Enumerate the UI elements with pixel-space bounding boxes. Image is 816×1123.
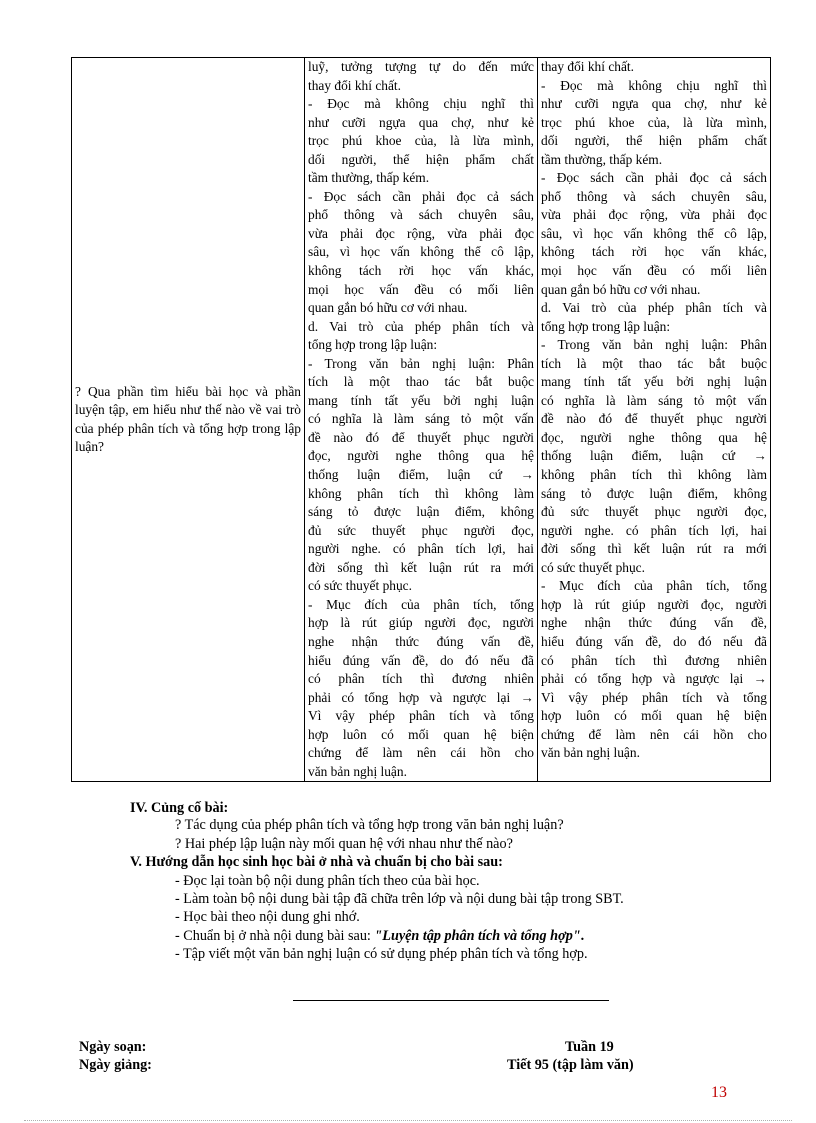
content-line: đủ sức thuyết phục người đọc, (308, 522, 534, 538)
content-line: có sức thuyết phục. (541, 559, 645, 575)
prep-suffix: . (580, 928, 585, 944)
content-line: sáng tỏ được luận điểm, không (308, 504, 534, 520)
content-line: d. Vai trò của phép phân tích và (308, 318, 534, 334)
content-line: đề nào đó để thuyết phục người (308, 429, 534, 445)
section-5-prep-item (175, 927, 584, 946)
page-bottom-border (24, 1120, 792, 1121)
content-line: văn bản nghị luận. (308, 763, 407, 779)
content-line: - Đọc sách cần phải đọc cả sách (308, 188, 534, 204)
content-line: trọc phú khoe của, là lừa mình, (308, 133, 534, 149)
content-line: có phân tích thì đương nhiên (541, 652, 767, 668)
content-line: chứng để làm nên cái hồn cho (541, 726, 767, 742)
teacher-content-cell (305, 58, 538, 782)
content-line: có nghĩa là làm sáng tỏ một vấn (308, 411, 534, 427)
content-line: phải có tổng hợp và ngược lại → (308, 689, 534, 705)
content-line: không phân tích thì không làm (541, 467, 767, 483)
content-line: đời sống thì kết luận rút ra mới (541, 541, 767, 557)
content-line: không tách rời học vấn khác, (541, 244, 767, 260)
content-line: mang tính tất yếu bởi nghị luận (308, 392, 534, 408)
content-line: đủ sức thuyết phục người đọc, (541, 504, 767, 520)
content-line: tích là một thao tác bắt buộc (308, 374, 534, 390)
section-5-item: - Học bài theo nội dung ghi nhớ. (175, 909, 360, 925)
section-4-title: IV. Củng cố bài: (130, 800, 229, 816)
content-line: như cưỡi ngựa qua chợ, như kẻ (541, 96, 767, 112)
content-line: hiểu đúng vấn đề, do đó nếu đã (308, 652, 534, 668)
question-text: ? Qua phần tìm hiểu bài học và phần luyện tập, em hiểu như thế nào về vai trò của phép phân tích và tổng hợp trong lập luận? (75, 383, 301, 455)
content-line: có nghĩa là làm sáng tỏ một vấn (541, 392, 767, 408)
page-number: 13 (711, 1084, 727, 1101)
content-line: hợp luôn có mối quan hệ biện (541, 708, 767, 724)
content-line: không tách rời học vấn khác, (308, 263, 534, 279)
prep-title: "Luyện tập phân tích và tổng hợp" (374, 928, 581, 944)
section-5-item: - Tập viết một văn bản nghị luận có sử dụng phép phân tích và tổng hợp. (175, 946, 588, 962)
content-line: quan gắn bó hữu cơ với nhau. (308, 300, 468, 316)
content-line: nghe nhận thức đúng vấn đề, (541, 615, 767, 631)
content-line: - Đọc mà không chịu nghĩ thì (308, 96, 534, 112)
student-content-cell (538, 58, 771, 782)
student-content (541, 58, 767, 763)
content-line: như cưỡi ngựa qua chợ, như kẻ (308, 114, 534, 130)
teacher-content (308, 58, 534, 781)
content-line: phổ thông và sách chuyên sâu, (308, 207, 534, 223)
content-line: tầm thường, thấp kém. (541, 151, 663, 167)
content-line: không phân tích thì không làm (308, 485, 534, 501)
content-line: hiểu đúng vấn đề, do đó nếu đã (541, 633, 767, 649)
content-line: có sức thuyết phục. (308, 578, 412, 594)
content-line: phổ thông và sách chuyên sâu, (541, 188, 767, 204)
content-line: đời sống thì kết luận rút ra mới (308, 559, 534, 575)
content-line: văn bản nghị luận. (541, 745, 640, 761)
content-line: - Mục đích của phân tích, tổng (541, 578, 767, 594)
content-line: sâu, vì học vấn không thể cô lập, (541, 225, 767, 241)
week-label: Tuần 19 (565, 1039, 614, 1055)
section-5-title: V. Hướng dẫn học sinh học bài ở nhà và chuẩn bị cho bài sau: (130, 854, 503, 870)
content-line: đọc, người nghe thông qua hệ (308, 448, 534, 464)
content-line: tầm thường, thấp kém. (308, 170, 430, 186)
content-line: mọi học vấn đều có mối liên (308, 281, 534, 297)
content-line: nghe nhận thức đúng vấn đề, (308, 633, 534, 649)
prep-prefix: - Chuẩn bị ở nhà nội dung bài sau: (175, 928, 375, 944)
content-line: chứng để làm nên cái hồn cho (308, 745, 534, 761)
content-line: phải có tổng hợp và ngược lại → (541, 671, 767, 687)
table-row (72, 58, 771, 782)
section-4-item: ? Hai phép lập luận này mối quan hệ với nhau như thế nào? (175, 836, 513, 852)
content-line: - Trong văn bản nghị luận: Phân (541, 337, 767, 353)
content-line: - Đọc mà không chịu nghĩ thì (541, 77, 767, 93)
content-line: đọc, người nghe thông qua hệ (541, 429, 767, 445)
content-line: dối người, thể hiện phẩm chất (541, 133, 767, 149)
content-line: sáng tỏ được luận điểm, không (541, 485, 767, 501)
ngay-soan-label: Ngày soạn: (79, 1039, 147, 1055)
lesson-table (71, 57, 771, 782)
content-line: Vì vậy phép phân tích và tổng (308, 708, 534, 724)
content-line: tổng hợp trong lập luận: (308, 337, 438, 353)
content-line: quan gắn bó hữu cơ với nhau. (541, 281, 701, 297)
content-line: dối người, thể hiện phẩm chất (308, 151, 534, 167)
section-5-item: - Đọc lại toàn bộ nội dung phân tích theo của bài học. (175, 873, 480, 889)
content-line: hợp là rút giúp người đọc, người (541, 596, 767, 612)
content-line: tích là một thao tác bắt buộc (541, 355, 767, 371)
question-cell (72, 58, 305, 782)
section-5-item: - Làm toàn bộ nội dung bài tập đã chữa trên lớp và nội dung bài tập trong SBT. (175, 891, 624, 907)
content-line: có phân tích thì đương nhiên (308, 671, 534, 687)
content-line: trọc phú khoe của, là lừa mình, (541, 114, 767, 130)
content-line: người nghe. có phân tích lợi, hai (541, 522, 767, 538)
ngay-giang-label: Ngày giảng: (79, 1057, 152, 1073)
content-line: sâu, vì học vấn không thể cô lập, (308, 244, 534, 260)
content-line: hợp luôn có mối quan hệ biện (308, 726, 534, 742)
content-line: vừa phải đọc rộng, vừa phải đọc (541, 207, 767, 223)
content-line: đề nào đó để thuyết phục người (541, 411, 767, 427)
content-line: - Mục đích của phân tích, tổng (308, 596, 534, 612)
content-line: - Đọc sách cần phải đọc cả sách (541, 170, 767, 186)
content-line: d. Vai trò của phép phân tích và (541, 300, 767, 316)
content-line: hợp là rút giúp người đọc, người (308, 615, 534, 631)
content-line: thay đổi khí chất. (541, 59, 634, 74)
content-line: người nghe. có phân tích lợi, hai (308, 541, 534, 557)
lesson-period-label: Tiết 95 (tập làm văn) (507, 1057, 634, 1073)
content-line: vừa phải đọc rộng, vừa phải đọc (308, 225, 534, 241)
content-line: - Trong văn bản nghị luận: Phân (308, 355, 534, 371)
section-4-item: ? Tác dụng của phép phân tích và tổng hợp trong văn bản nghị luận? (175, 817, 564, 833)
separator-line (293, 1000, 609, 1001)
content-line: mọi học vấn đều có mối liên (541, 263, 767, 279)
content-line: thống luận điểm, luận cứ → (541, 448, 767, 464)
content-line: thay đổi khí chất. (308, 77, 401, 93)
content-line: Vì vậy phép phân tích và tổng (541, 689, 767, 705)
content-line: tổng hợp trong lập luận: (541, 318, 671, 334)
content-line: mang tính tất yếu bởi nghị luận (541, 374, 767, 390)
content-line: thống luận điểm, luận cứ → (308, 467, 534, 483)
content-line: luỹ, tưởng tượng tự do đến mức (308, 59, 534, 74)
